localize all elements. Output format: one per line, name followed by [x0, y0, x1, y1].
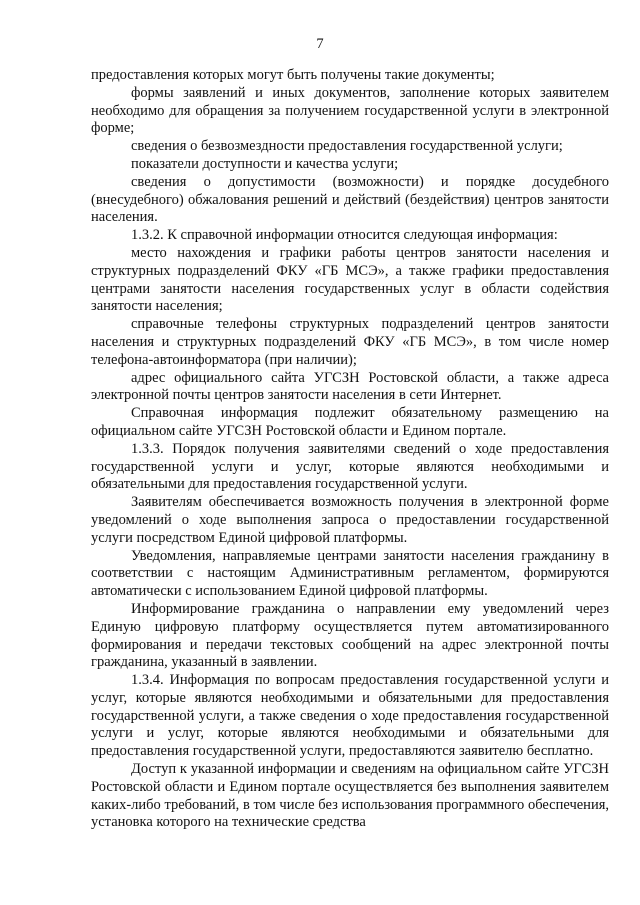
paragraph: 1.3.2. К справочной информации относится следующая информация: [131, 227, 558, 244]
paragraph: предоставления которых могут быть получены такие документы; [91, 67, 495, 83]
document-body [91, 67, 609, 832]
paragraph: Доступ к указанной информации и сведениям на официальном сайте УГСЗН Ростовской области и Едином портале осуществляется без выполнения заявителем каких-либо требований, в том числе без использования программного обеспечения, установка которого на технические средства [91, 761, 609, 831]
paragraph: Информирование гражданина о направлении ему уведомлений через Единую цифровую платформу осуществляется путем автоматизированного формирования и передачи текстовых сообщений на адрес электронной почты гражданина, указанный в заявлении. [91, 600, 609, 671]
paragraph: Заявителям обеспечивается возможность получения в электронной форме уведомлений о ходе выполнения запроса о предоставлении государственной услуги посредством Единой цифровой платформы. [91, 494, 609, 546]
paragraph: 1.3.4. Информация по вопросам предоставления государственной услуги и услуг, которые являются необходимыми и обязательными для предоставления государственной услуги, а также сведения о ходе предоставления государственной услуги и услуг, которые являются необходимыми и обязательными для предоставления государственной услуги, предоставляются заявителю бесплатно. [91, 672, 609, 760]
paragraph: 1.3.3. Порядок получения заявителями сведений о ходе предоставления государственной услуги и услуг, которые являются необходимыми и обязательными для предоставления государственной услуги. [91, 440, 609, 493]
paragraph: показатели доступности и качества услуги; [131, 155, 399, 172]
paragraph: Справочная информация подлежит обязательному размещению на официальном сайте УГСЗН Ростовской области и Едином портале. [91, 405, 609, 439]
paragraph: адрес официального сайта УГСЗН Ростовской области, а также адреса электронной почты центров занятости населения в сети Интернет. [91, 369, 609, 404]
paragraph: Уведомления, направляемые центрами занятости населения гражданину в соответствии с настоящим Административным регламентом, формируются автоматически с использованием Единой цифровой платформы. [91, 547, 609, 600]
paragraph: формы заявлений и иных документов, заполнение которых заявителем необходимо для обращения за получением государственной услуги в электронной форме; [91, 84, 609, 137]
paragraph: сведения о безвозмездности предоставления государственной услуги; [131, 138, 563, 155]
paragraph: справочные телефоны структурных подразделений центров занятости населения и структурных подразделений ФКУ «ГБ МСЭ», в том числе номер телефона-автоинформатора (при наличии); [91, 316, 609, 368]
paragraph: место нахождения и графики работы центров занятости населения и структурных подразделений ФКУ «ГБ МСЭ», а также графики предоставления центрами занятости населения государственных услуг в области содействия занятости населения; [91, 244, 609, 315]
page-number: 7 [316, 36, 324, 52]
paragraph: сведения о допустимости (возможности) и порядке досудебного (внесудебного) обжалования решений и действий (бездействия) центров занятости населения. [91, 173, 609, 226]
